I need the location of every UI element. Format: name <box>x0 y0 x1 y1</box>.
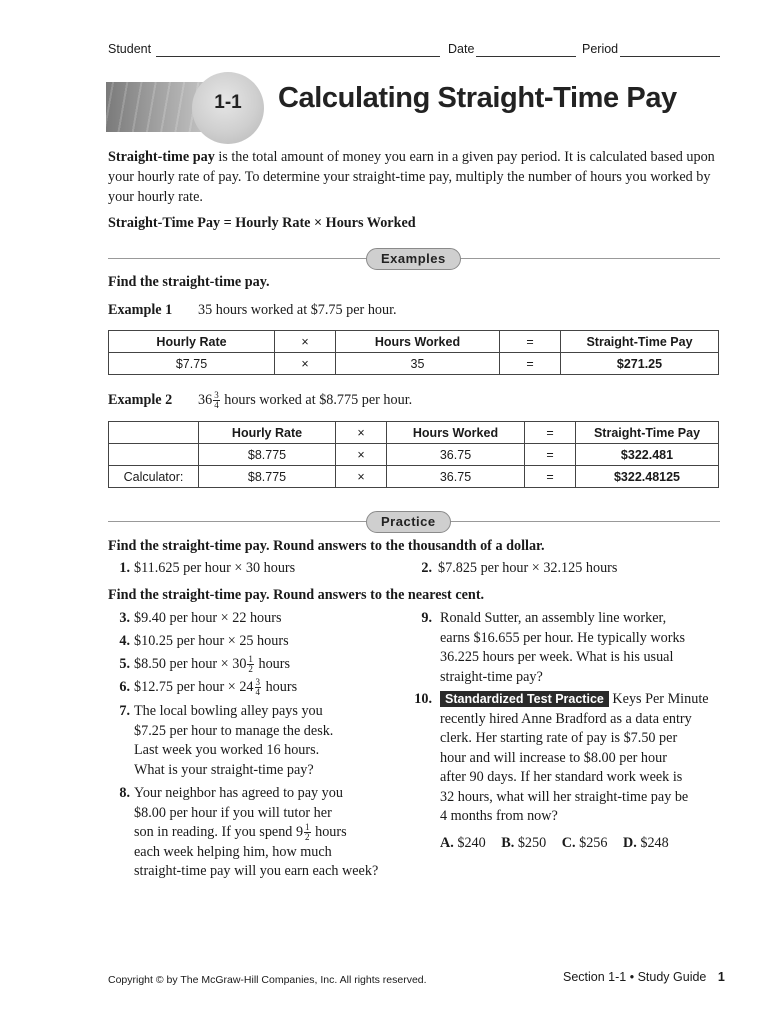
examples-instruction: Find the straight-time pay. <box>108 274 270 290</box>
problem-number: 3. <box>119 610 130 626</box>
problem-text: $12.75 per hour × 24 $\frac{3}{4}$ hours <box>134 677 298 698</box>
examples-divider <box>108 248 720 270</box>
cell-times: × <box>275 353 336 375</box>
example-2-label: Example 2 <box>108 392 173 408</box>
problem-number: 8. <box>119 785 130 801</box>
header-hours-worked: Hours Worked <box>336 331 500 353</box>
choice-a[interactable]: A. $240 <box>440 834 486 851</box>
header-hours-worked: Hours Worked <box>387 422 525 444</box>
date-line[interactable] <box>476 56 576 57</box>
answer-choices <box>440 834 709 854</box>
header-equals: = <box>500 331 561 353</box>
examples-heading: Examples <box>366 248 461 270</box>
footer-guide: Study Guide <box>637 970 707 984</box>
problem-text: $7.825 per hour × 32.125 hours <box>438 560 618 576</box>
table-row <box>109 444 719 466</box>
intro-text: is the total amount of money you earn in a given pay period. It is calculated based upon your hourly rate of pay. To determine your straight-time pay, multiply the number of hours you worked by your hourly rate. <box>108 149 715 205</box>
student-info-header <box>108 42 720 60</box>
problem-number: 10. <box>414 691 432 707</box>
problem-text: $11.625 per hour × 30 hours <box>134 560 296 576</box>
student-name-line[interactable] <box>156 56 440 57</box>
page-footer <box>563 970 725 984</box>
cell-pay: $271.25 <box>561 353 719 375</box>
problem-text: $9.40 per hour × 22 hours <box>134 610 282 626</box>
practice-instruction-1: Find the straight-time pay. Round answers to the thousandth of a dollar. <box>108 538 545 554</box>
problem-text: The local bowling alley pays you $7.25 per hour to manage the desk. Last week you worked 16 hours. What is your straight-time pay? <box>134 703 334 778</box>
intro-paragraph <box>108 147 720 207</box>
problem-number: 1. <box>119 560 130 576</box>
table-row <box>109 353 719 375</box>
table-header-row <box>109 422 719 444</box>
header-times: × <box>275 331 336 353</box>
problem-number: 7. <box>119 703 130 719</box>
page-number: 1 <box>717 970 725 984</box>
problem-text: $10.25 per hour × 25 hours <box>134 633 289 649</box>
cell-label: Calculator: <box>109 466 199 488</box>
practice-divider <box>108 511 720 533</box>
example-2-text: 36 $\frac{3}{4}$ hours worked at $8.775 per hour. <box>198 390 413 411</box>
problem-number: 6. <box>119 679 130 695</box>
cell-label <box>109 444 199 466</box>
problem-text: Ronald Sutter, an assembly line worker, earns $16.655 per hour. He typically works 36.225 hours per week. What is his usual straight-time pay? <box>440 610 686 685</box>
example-2-table <box>108 421 719 488</box>
problem-number: 5. <box>119 656 130 672</box>
example-1-table <box>108 330 719 375</box>
page-title: Calculating Straight-Time Pay <box>278 82 677 114</box>
problem-text: Standardized Test Practice Keys Per Minute recently hired Anne Bradford as a data entry clerk. Her starting rate of pay is $7.50 per hour and will increase to $8.00 per hour after 90 days. If her standard work week is 32 hours, what will her straight-time pay be 4 months from now? A. $240 B. $250 C. $256 D. $248 <box>440 690 709 853</box>
example-1-text: 35 hours worked at $7.75 per hour. <box>198 302 397 318</box>
example-1-label: Example 1 <box>108 302 173 318</box>
cell-equals: = <box>500 353 561 375</box>
cell-hours: 36.75 <box>387 466 525 488</box>
example-1 <box>108 300 720 320</box>
formula: Straight-Time Pay = Hourly Rate × Hours Worked <box>108 215 416 231</box>
copyright-notice: Copyright © by The McGraw-Hill Companies, Inc. All rights reserved. <box>108 974 427 986</box>
footer-section: Section 1-1 <box>563 970 627 984</box>
table-row <box>109 466 719 488</box>
cell-hourly-rate: $8.775 <box>199 444 336 466</box>
student-label: Student <box>108 42 152 56</box>
header-hourly-rate: Hourly Rate <box>199 422 336 444</box>
cell-equals: = <box>525 444 576 466</box>
cell-times: × <box>336 444 387 466</box>
problem-number: 4. <box>119 633 130 649</box>
problem-text: Your neighbor has agreed to pay you $8.00 per hour if you will tutor her son in reading. If you spend 9 $\frac{1}{2}$ hours each week helping him, how much straight-time pay will you earn each week? <box>134 785 379 879</box>
period-line[interactable] <box>620 56 720 57</box>
standardized-test-practice-badge: Standardized Test Practice <box>440 691 609 707</box>
choice-d[interactable]: D. $248 <box>623 834 669 851</box>
header-straight-time-pay: Straight-Time Pay <box>576 422 719 444</box>
fraction: $\frac{3}{4}$ <box>214 390 219 411</box>
choice-b[interactable]: B. $250 <box>501 834 547 851</box>
problem-number: 9. <box>421 610 432 626</box>
cell-hours: 35 <box>336 353 500 375</box>
header-times: × <box>336 422 387 444</box>
cell-times: × <box>336 466 387 488</box>
cell-hourly-rate: $7.75 <box>109 353 275 375</box>
practice-instruction-2: Find the straight-time pay. Round answers to the nearest cent. <box>108 587 485 603</box>
cell-equals: = <box>525 466 576 488</box>
table-header-row <box>109 331 719 353</box>
cell-hours: 36.75 <box>387 444 525 466</box>
cell-pay: $322.481 <box>576 444 719 466</box>
practice-heading: Practice <box>366 511 451 533</box>
problem-number: 2. <box>421 560 432 576</box>
cell-hourly-rate: $8.775 <box>199 466 336 488</box>
date-label: Date <box>448 42 475 56</box>
footer-bullet: • <box>629 970 635 984</box>
problem-text: $8.50 per hour × 30 $\frac{1}{2}$ hours <box>134 654 290 675</box>
choice-c[interactable]: C. $256 <box>561 834 608 851</box>
lesson-number: 1-1 <box>214 92 242 113</box>
header-straight-time-pay: Straight-Time Pay <box>561 331 719 353</box>
header-blank <box>109 422 199 444</box>
period-label: Period <box>582 42 619 56</box>
cell-pay: $322.48125 <box>576 466 719 488</box>
header-equals: = <box>525 422 576 444</box>
header-hourly-rate: Hourly Rate <box>109 331 275 353</box>
intro-term: Straight-time pay <box>108 149 215 165</box>
example-2 <box>108 390 720 410</box>
